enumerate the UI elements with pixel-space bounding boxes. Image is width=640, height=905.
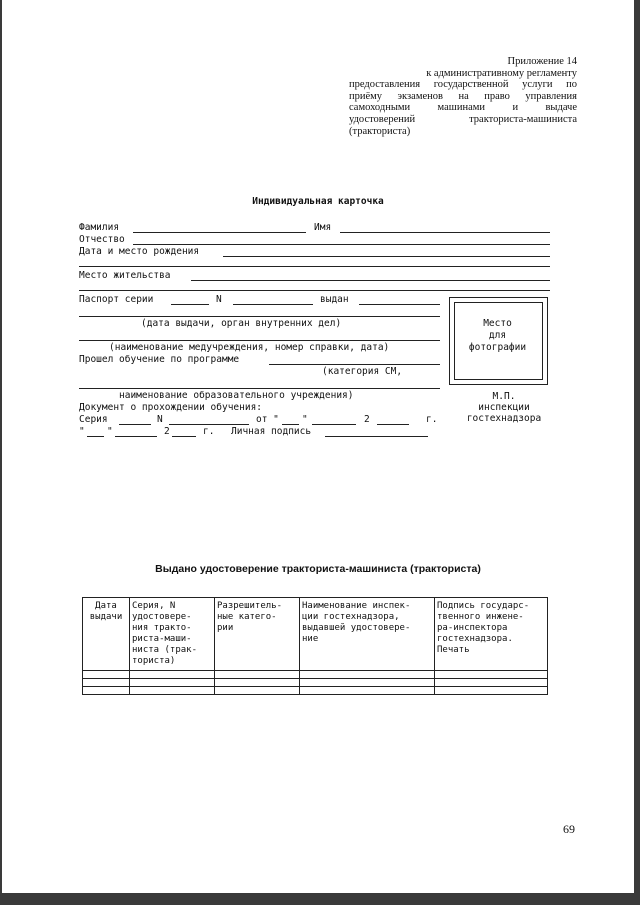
seal-line: гостехнадзора <box>466 413 542 424</box>
institution-field[interactable] <box>79 388 440 389</box>
table-cell[interactable] <box>435 671 548 679</box>
appendix-header <box>349 56 577 137</box>
header-text: выдачи <box>89 612 123 622</box>
doc-series-label: Серия <box>79 414 108 425</box>
passport-no-field[interactable] <box>233 304 313 305</box>
photo-label-line: фотографии <box>468 342 527 353</box>
header-text: Наименование инспек- <box>302 601 411 611</box>
sign-year-suffix: г. <box>203 426 215 437</box>
issue-details-field[interactable] <box>79 316 440 317</box>
header-text: рии <box>217 623 234 633</box>
table-row[interactable] <box>83 679 548 687</box>
page-number: 69 <box>563 822 575 836</box>
training-label: Прошел обучение по программе <box>79 354 240 365</box>
doc-from-label: от " <box>256 414 279 425</box>
table-header-row <box>83 598 548 671</box>
date-quote-close: " <box>107 426 113 437</box>
doc-no-field[interactable] <box>169 424 249 425</box>
header-signature <box>435 598 548 671</box>
table-cell[interactable] <box>435 679 548 687</box>
photo-label-line: Место <box>483 318 512 329</box>
doc-quote-close: " <box>302 414 308 425</box>
table-cell[interactable] <box>215 687 300 695</box>
name-field[interactable] <box>340 232 550 233</box>
table-cell[interactable] <box>215 671 300 679</box>
header-text: ниста (трак- <box>132 645 198 655</box>
signature-label: Личная подпись <box>231 426 312 437</box>
table-cell[interactable] <box>83 671 130 679</box>
table-cell[interactable] <box>300 671 435 679</box>
header-text: ние <box>302 634 319 644</box>
table-cell[interactable] <box>130 671 215 679</box>
issued-by-label: выдан <box>320 294 349 305</box>
surname-field[interactable] <box>133 232 306 233</box>
header-text: ра-инспектора <box>437 623 508 633</box>
header-text: твенного инжене- <box>437 612 524 622</box>
doc-day-field[interactable] <box>282 424 299 425</box>
header-text: Дата <box>95 601 117 611</box>
header-text: риста-маши- <box>132 634 192 644</box>
header-text: Серия, N <box>132 601 176 611</box>
photo-label <box>454 318 541 354</box>
appendix-line: (тракториста) <box>349 125 411 137</box>
table-cell[interactable] <box>83 679 130 687</box>
doc-no-label: N <box>157 414 163 425</box>
med-hint: (наименование медучреждения, номер справки, дата) <box>109 342 390 353</box>
card-title: Индивидуальная карточка <box>252 196 384 207</box>
appendix-line: к административному регламенту <box>426 67 577 79</box>
header-series-number <box>130 598 215 671</box>
sign-year-prefix: 2 <box>164 426 170 437</box>
appendix-line: Приложение 14 <box>507 56 577 67</box>
sign-month-field[interactable] <box>115 436 157 437</box>
residence-label: Место жительства <box>79 270 171 281</box>
document-page <box>2 0 634 893</box>
doc-year-suffix: г. <box>426 414 438 425</box>
seal-label <box>454 391 554 424</box>
appendix-line: удостоверений тракториста-машиниста <box>349 113 577 125</box>
appendix-line: приёму экзаменов на право управления <box>349 90 577 102</box>
header-text: Разрешитель- <box>217 601 283 611</box>
seal-line: инспекции <box>478 402 530 413</box>
header-categories <box>215 598 300 671</box>
table-cell[interactable] <box>300 687 435 695</box>
category-hint: (категория СМ, <box>322 366 403 377</box>
doc-year-field[interactable] <box>377 424 409 425</box>
doc-label: Документ о прохождении обучения: <box>79 402 263 413</box>
birth-label: Дата и место рождения <box>79 246 200 257</box>
photo-label-line: для <box>488 330 507 341</box>
issued-table <box>82 597 548 695</box>
header-text: ния тракто- <box>132 623 192 633</box>
appendix-line: самоходными машинами и выдаче <box>349 102 577 114</box>
table-cell[interactable] <box>83 687 130 695</box>
header-text: ции гостехнадзора, <box>302 612 400 622</box>
patronymic-label: Отчество <box>79 234 125 245</box>
header-text: Подпись государс- <box>437 601 530 611</box>
table-row[interactable] <box>83 671 548 679</box>
table-cell[interactable] <box>435 687 548 695</box>
institution-hint: наименование образовательного учреждения) <box>119 390 354 401</box>
signature-field[interactable] <box>325 436 428 437</box>
residence-field[interactable] <box>191 280 550 281</box>
header-text: ториста) <box>132 656 176 666</box>
doc-month-field[interactable] <box>312 424 356 425</box>
sign-year-field[interactable] <box>172 436 196 437</box>
passport-series-field[interactable] <box>171 304 209 305</box>
table-cell[interactable] <box>130 679 215 687</box>
issue-hint: (дата выдачи, орган внутренних дел) <box>141 318 342 329</box>
header-issue-date <box>83 598 130 671</box>
table-cell[interactable] <box>130 687 215 695</box>
header-text: гостехнадзора. <box>437 634 513 644</box>
table-cell[interactable] <box>215 679 300 687</box>
training-field[interactable] <box>269 364 440 365</box>
doc-series-field[interactable] <box>119 424 151 425</box>
header-text: удостовере- <box>132 612 192 622</box>
passport-no-label: N <box>216 294 222 305</box>
residence-field-extra[interactable] <box>79 290 550 291</box>
seal-line: М.П. <box>492 391 516 402</box>
header-inspection <box>300 598 435 671</box>
surname-label: Фамилия <box>79 222 120 233</box>
table-cell[interactable] <box>300 679 435 687</box>
header-text: выдавшей удостовере- <box>302 623 411 633</box>
sign-day-field[interactable] <box>87 436 104 437</box>
date-quote-open: " <box>79 426 85 437</box>
appendix-line: предоставления государственной услуги по <box>349 79 577 91</box>
med-details-field[interactable] <box>79 340 440 341</box>
birth-field-extra[interactable] <box>79 266 550 267</box>
doc-year-prefix: 2 <box>364 414 370 425</box>
name-label: Имя <box>314 222 332 233</box>
patronymic-field[interactable] <box>133 244 550 245</box>
issued-title: Выдано удостоверение тракториста-машиниста (тракториста) <box>155 563 481 575</box>
issued-by-field[interactable] <box>359 304 440 305</box>
header-text: Печать <box>437 645 470 655</box>
table-row[interactable] <box>83 687 548 695</box>
passport-series-label: Паспорт серии <box>79 294 154 305</box>
header-text: ные катего- <box>217 612 277 622</box>
birth-field[interactable] <box>223 256 550 257</box>
